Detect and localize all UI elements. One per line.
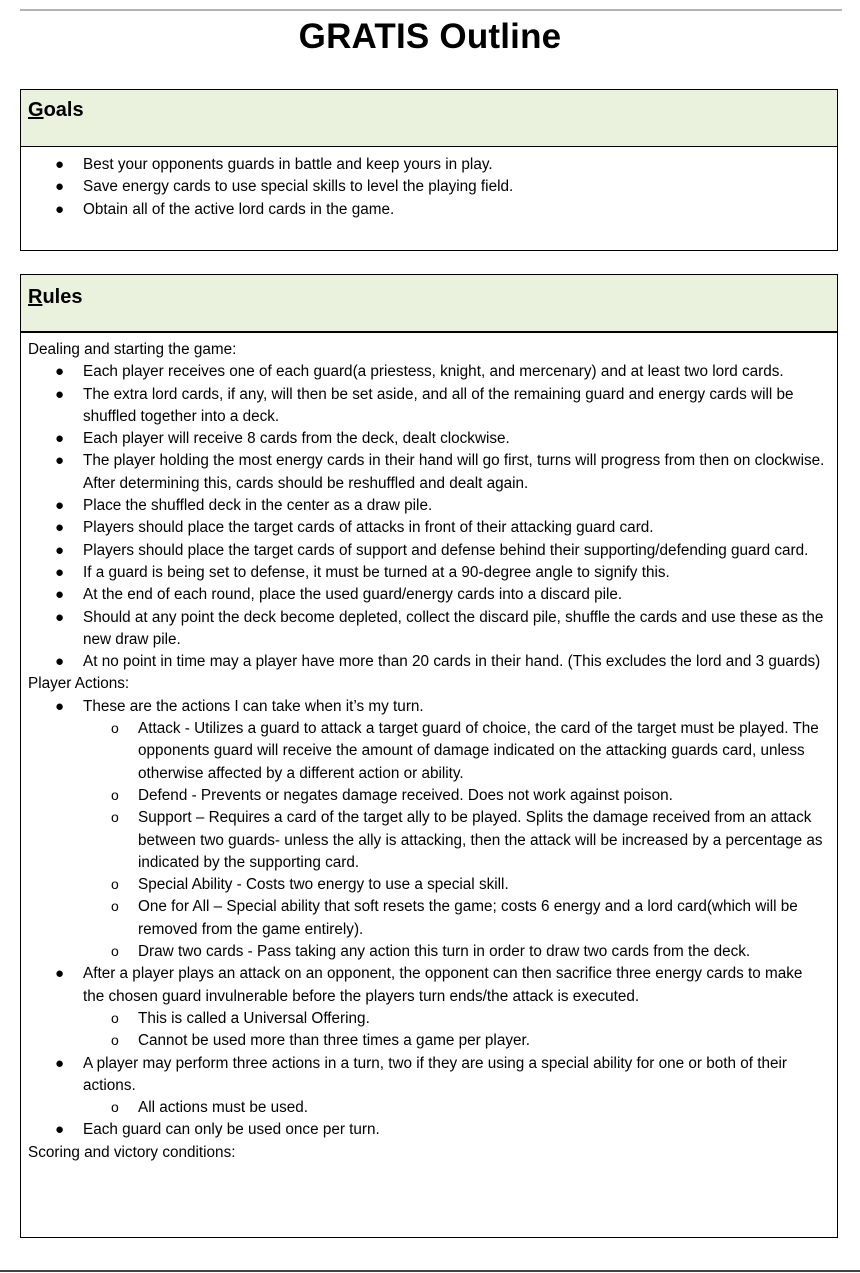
bullet-icon: ●	[55, 1121, 65, 1139]
bullet-icon: ●	[55, 156, 65, 173]
hollow-bullet-icon: o	[111, 1009, 119, 1026]
actions-intro-item: ● These are the actions I can take when it’s my turn.	[21, 696, 837, 718]
rule-item: ● If a guard is being set to defense, it must be turned at a 90-degree angle to signify this.	[21, 562, 837, 584]
goals-heading: Goals	[28, 99, 84, 121]
rule-item: ● At the end of each round, place the used guard/energy cards into a discard pile.	[21, 584, 837, 606]
hollow-bullet-icon: o	[111, 1099, 119, 1116]
actions-label: Player Actions:	[28, 675, 130, 693]
offering-sub-item: o This is called a Universal Offering.	[21, 1008, 837, 1030]
rule-item: ● Place the shuffled deck in the center as a draw pile.	[21, 495, 837, 517]
rule-item: ● Each player receives one of each guard(a priestess, knight, and mercenary) and at least two lord cards.	[21, 361, 837, 383]
scoring-label: Scoring and victory conditions:	[28, 1143, 236, 1161]
hollow-bullet-icon: o	[111, 898, 119, 915]
bullet-icon: ●	[55, 697, 65, 715]
bullet-icon: ●	[55, 200, 65, 218]
three-actions-item: ● A player may perform three actions in a turn, two if they are using a special ability for one or both of their actions.	[55, 1054, 788, 1094]
hollow-bullet-icon: o	[111, 943, 119, 960]
action-item-attack: o Attack - Utilizes a guard to attack a target guard of choice, the card of the target must be played. The opponents guard will receive the amount of damage indicated on the attacking guards card, unless otherwise affected by a different action or ability.	[21, 718, 837, 785]
bullet-icon: ●	[55, 497, 65, 515]
rules-header	[21, 275, 837, 333]
once-per-turn-item: ● Each guard can only be used once per turn.	[21, 1119, 837, 1141]
three-actions-sub-item: o All actions must be used.	[21, 1097, 837, 1119]
dealing-list	[21, 361, 837, 673]
top-rule	[20, 9, 842, 11]
rule-item: ● Players should place the target cards of support and defense behind their supporting/defending guard card.	[21, 540, 837, 562]
page-title: GRATIS Outline	[298, 17, 562, 56]
rules-section	[20, 274, 838, 1238]
bullet-icon: ●	[55, 430, 65, 448]
rules-heading: Rules	[28, 286, 83, 308]
bullet-icon: ●	[55, 519, 65, 537]
rule-item: ● Should at any point the deck become depleted, collect the discard pile, shuffle the cards and use these as the new draw pile.	[55, 608, 824, 648]
offering-sub-item: o Cannot be used more than three times a game per player.	[21, 1030, 837, 1052]
rule-item: ● At no point in time may a player have more than 20 cards in their hand. (This excludes the lord and 3 guards)	[21, 651, 837, 673]
bullet-icon: ●	[55, 385, 65, 403]
hollow-bullet-icon: o	[111, 809, 119, 826]
bullet-icon: ●	[55, 452, 65, 470]
goal-item: ● Best your opponents guards in battle and keep yours in play.	[21, 154, 837, 176]
rule-item: ● The player holding the most energy cards in their hand will go first, turns will progress from then on clockwise. After determining this, cards should be reshuffled and dealt again.	[55, 452, 825, 492]
dealing-label: Dealing and starting the game:	[28, 341, 237, 358]
goals-header	[21, 90, 837, 147]
bullet-icon: ●	[55, 541, 65, 559]
goals-section	[20, 89, 838, 251]
goal-item: ● Save energy cards to use special skills to level the playing field.	[21, 176, 837, 198]
action-item-draw-two: o Draw two cards - Pass taking any action this turn in order to draw two cards from the deck.	[21, 941, 837, 963]
action-item-special-ability: o Special Ability - Costs two energy to use a special skill.	[21, 874, 837, 896]
bullet-icon: ●	[55, 178, 65, 196]
bullet-icon: ●	[55, 608, 65, 626]
offering-item: ● After a player plays an attack on an opponent, the opponent can then sacrifice three energy cards to make the chosen guard invulnerable before the players turn ends/the attack is executed.	[55, 965, 803, 1005]
hollow-bullet-icon: o	[111, 720, 119, 737]
rule-item: ● Players should place the target cards of attacks in front of their attacking guard card.	[21, 517, 837, 539]
actions-list	[21, 696, 837, 1142]
action-item-support: o Support – Requires a card of the target ally to be played. Splits the damage received from an attack between two guards- unless the ally is attacking, then the attack will be increased by a percentage as indicated by the supporting card.	[21, 807, 837, 874]
bullet-icon: ●	[55, 563, 65, 581]
bullet-icon: ●	[55, 653, 65, 671]
action-item-one-for-all: o One for All – Special ability that soft resets the game; costs 6 energy and a lord card(which will be removed from the game entirely).	[21, 896, 837, 941]
hollow-bullet-icon: o	[111, 876, 119, 893]
action-item-defend: o Defend - Prevents or negates damage received. Does not work against poison.	[21, 785, 837, 807]
goals-list	[21, 154, 837, 221]
bottom-rule	[0, 1270, 860, 1272]
hollow-bullet-icon: o	[111, 786, 119, 803]
bullet-icon: ●	[55, 586, 65, 604]
bullet-icon: ●	[55, 1054, 65, 1072]
bullet-icon: ●	[55, 965, 65, 983]
bullet-icon: ●	[55, 363, 65, 381]
rule-item: ● The extra lord cards, if any, will then be set aside, and all of the remaining guard and energy cards will be shuffled together into a deck.	[55, 385, 794, 425]
goal-item: ● Obtain all of the active lord cards in the game.	[21, 199, 837, 221]
rule-item: ● Each player will receive 8 cards from the deck, dealt clockwise.	[21, 428, 837, 450]
hollow-bullet-icon: o	[111, 1032, 119, 1049]
